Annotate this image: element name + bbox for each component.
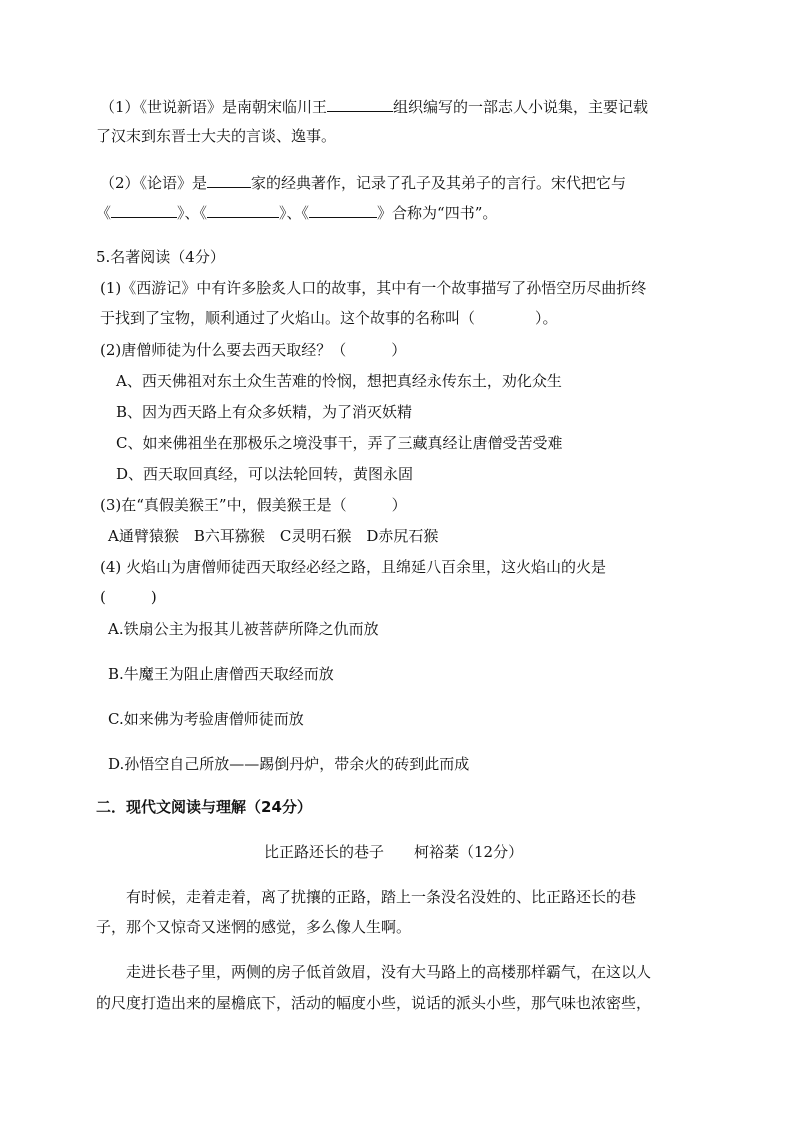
para1-line2: 子，那个又惊奇又迷惘的感觉，多么像人生啊。 — [96, 918, 412, 936]
q5-sub2-option-c: C、如来佛祖坐在那极乐之境没事干，弄了三藏真经让唐僧受苦受难 — [116, 434, 563, 452]
q5-sub1-line2: 于找到了宝物，顺利通过了火焰山。这个故事的名称叫（ ）。 — [100, 309, 558, 327]
q4-item1-line1 — [100, 96, 648, 117]
answer-blank[interactable] — [327, 96, 393, 112]
q4-item1-line1-post: 组织编写的一部志人小说集，主要记载 — [393, 98, 649, 116]
section2-heading: 二．现代文阅读与理解（24分） — [96, 798, 312, 816]
q4-item2-line2-b: 》、《 — [177, 204, 208, 222]
para1-line1: 有时候，走着走着，离了扰攘的正路，踏上一条没名没姓的、比正路还长的巷 — [126, 888, 637, 906]
para2-line2: 的尺度打造出来的屋檐底下，活动的幅度小些，说话的派头小些，那气味也浓密些， — [96, 994, 652, 1012]
q5-sub3-options: A通臂猿猴 B六耳猕猴 C灵明石猴 D赤尻石猴 — [108, 527, 439, 545]
q4-item2-line2-c: 》、《 — [279, 204, 310, 222]
q5-sub2-option-b: B、因为西天路上有众多妖精，为了消灭妖精 — [116, 403, 413, 421]
q4-item2-line1-post: 家的经典著作，记录了孔子及其弟子的言行。宋代把它与 — [251, 174, 627, 192]
q5-sub4-option-c: C.如来佛为考验唐僧师徒而放 — [108, 710, 304, 728]
q5-sub2-option-d: D、西天取回真经，可以法轮回转，黄图永固 — [116, 465, 414, 483]
q4-item2-line2-a: 《 — [96, 204, 112, 222]
q4-item2-line1 — [100, 172, 626, 193]
q5-sub4-option-a: A.铁扇公主为报其儿被菩萨所降之仇而放 — [108, 620, 379, 638]
q4-item2-line1-pre: （2）《论语》是 — [100, 174, 208, 192]
answer-blank[interactable] — [207, 172, 251, 188]
q4-item1-line1-pre: （1）《世说新语》是南朝宋临川王 — [100, 98, 328, 116]
q4-item1-line2: 了汉末到东晋士大夫的言谈、逸事。 — [96, 127, 337, 145]
q5-sub1-line1: (1)《西游记》中有许多脍炙人口的故事，其中有一个故事描写了孙悟空历尽曲折终 — [100, 279, 647, 297]
q5-sub4-option-b: B.牛魔王为阻止唐僧西天取经而放 — [108, 665, 334, 683]
q5-sub4-line1: (4) 火焰山为唐僧师徒西天取经必经之路，且绵延八百余里，这火焰山的火是 — [100, 558, 607, 576]
para2-line1: 走进长巷子里，两侧的房子低首敛眉，没有大马路上的高楼那样霸气，在这以人 — [126, 963, 652, 981]
q5-sub4-option-d: D.孙悟空自己所放——踢倒丹炉，带余火的砖到此而成 — [108, 755, 470, 773]
q4-item2-line2-d: 》合称为“四书”。 — [377, 204, 498, 222]
answer-blank[interactable] — [111, 202, 177, 218]
q5-sub3-question: (3)在“真假美猴王”中，假美猴王是（ ） — [100, 496, 407, 514]
q5-sub2-option-a: A、西天佛祖对东土众生苦难的怜悯，想把真经永传东土，劝化众生 — [116, 372, 562, 390]
article-title: 比正路还长的巷子 柯裕棻（12分） — [264, 843, 524, 861]
answer-blank[interactable] — [309, 202, 377, 218]
q5-sub4-line2: ( ) — [100, 588, 157, 606]
answer-blank[interactable] — [207, 202, 279, 218]
q5-sub2-question: (2)唐僧师徒为什么要去西天取经？（ ） — [100, 341, 407, 359]
q4-item2-line2 — [96, 202, 497, 223]
q5-heading: 5.名著阅读（4分） — [96, 248, 225, 266]
